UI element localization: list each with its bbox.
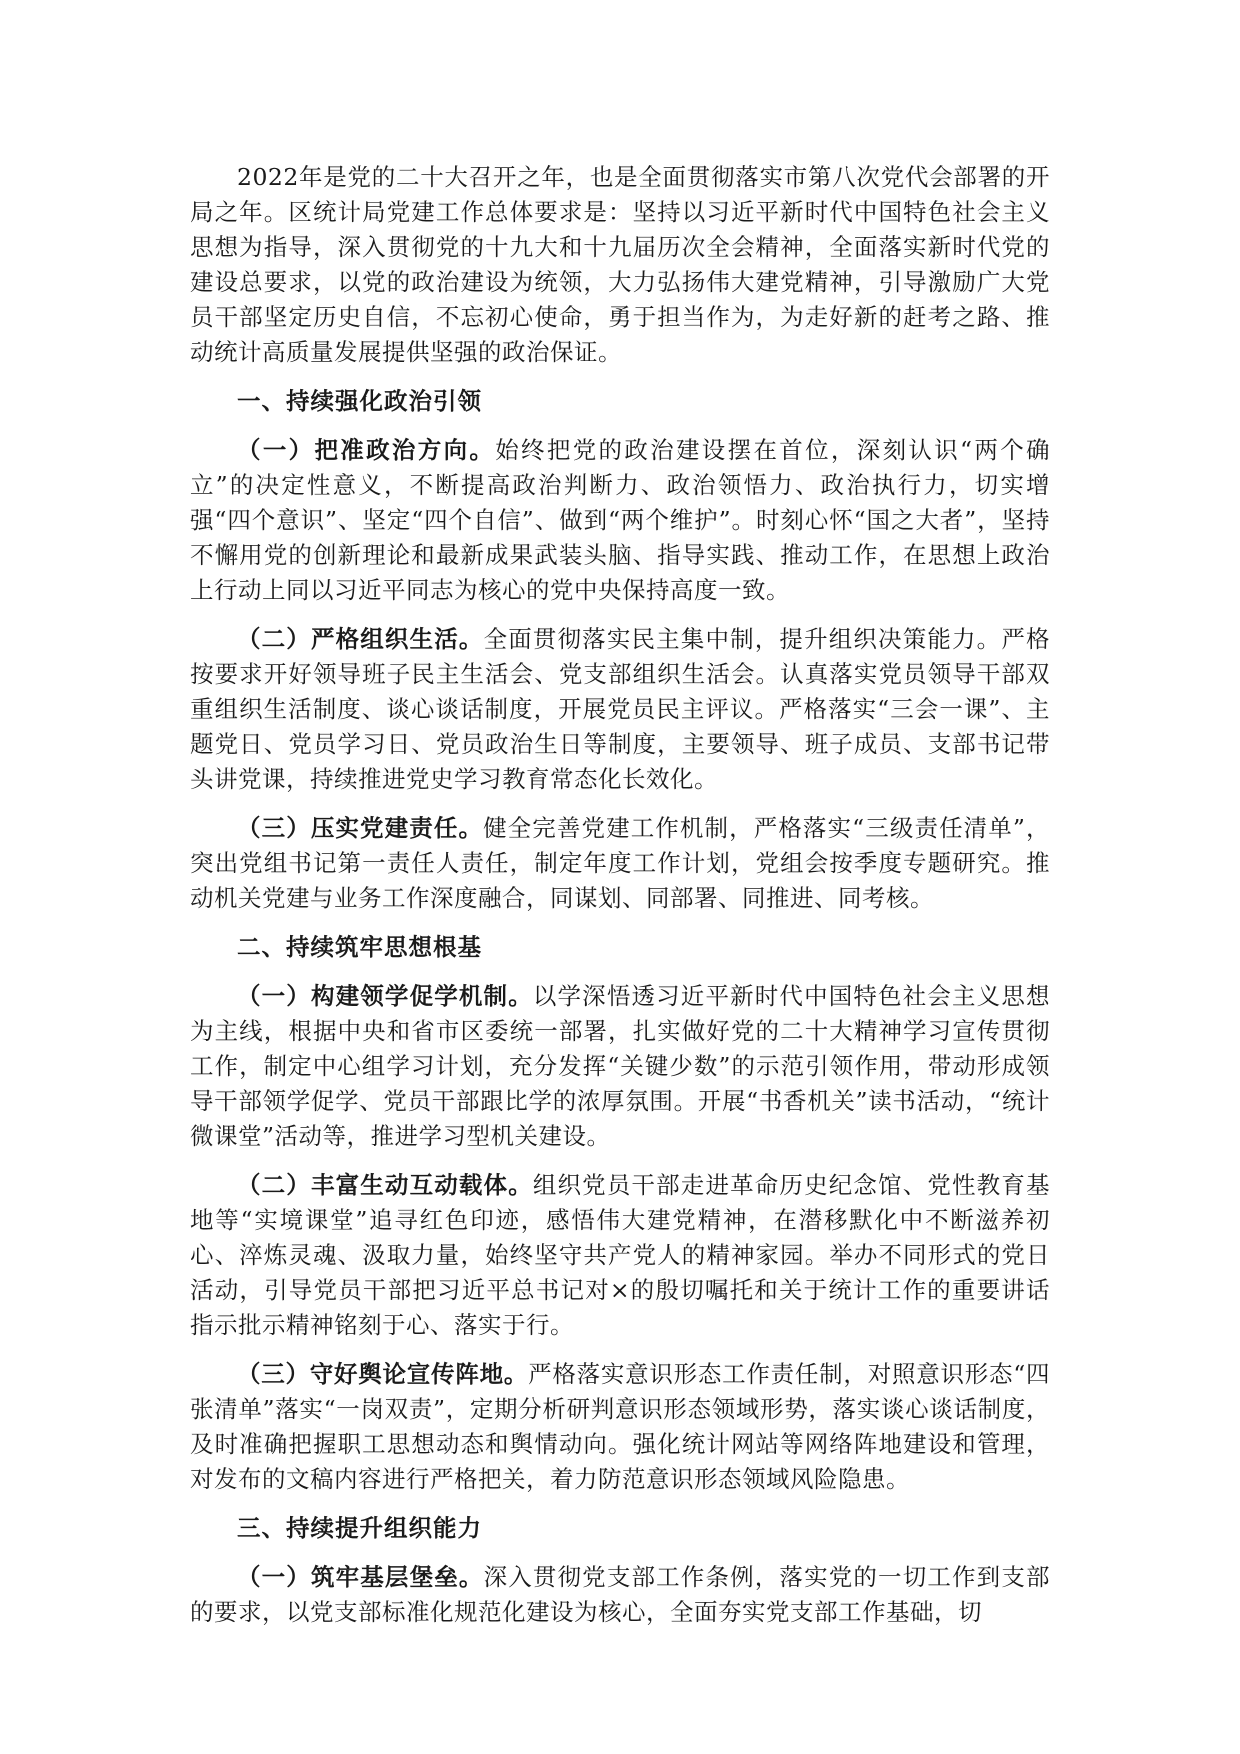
- item-text: 以学深悟透习近平新时代中国特色社会主义思想为主线，根据中央和省市区委统一部署，扎实做好党的二十大精神学习宣传贯彻工作，制定中心组学习计划，充分发挥“关键少数”的示范引领作用，带动形成领导干部领学促学、党员干部跟比学的浓厚氛围。开展“书香机关”读书活动，“统计微课堂”活动等，推进学习型机关建设。: [190, 982, 1050, 1150]
- intro-paragraph: 2022年是党的二十大召开之年，也是全面贯彻落实市第八次党代会部署的开局之年。区统计局党建工作总体要求是：坚持以习近平新时代中国特色社会主义思想为指导，深入贯彻党的十九大和十九届历次全会精神，全面落实新时代党的建设总要求，以党的政治建设为统领，大力弘扬伟大建党精神，引导激励广大党员干部坚定历史自信，不忘初心使命，勇于担当作为，为走好新的赶考之路、推动统计高质量发展提供坚强的政治保证。: [190, 163, 1050, 366]
- item-paragraph: [190, 1357, 1050, 1497]
- item-lead: （二）严格组织生活。: [237, 625, 484, 653]
- item-text: 健全完善党建工作机制，严格落实“三级责任清单”，突出党组书记第一责任人责任，制定年度工作计划，党组会按季度专题研究。推动机关党建与业务工作深度融合，同谋划、同部署、同推进、同考核。: [190, 814, 1051, 912]
- item-lead: （三）压实党建责任。: [237, 814, 484, 842]
- item-lead: （二）丰富生动互动载体。: [237, 1171, 533, 1199]
- item-text: 始终把党的政治建设摆在首位，深刻认识“两个确立”的决定性意义，不断提高政治判断力、政治领悟力、政治执行力，切实增强“四个意识”、坚定“四个自信”、做到“两个维护”。时刻心怀“国之大者”，坚持不懈用党的创新理论和最新成果武装头脑、指导实践、推动工作，在思想上政治上行动上同以习近平同志为核心的党中央保持高度一致。: [190, 436, 1051, 604]
- item-paragraph: [190, 433, 1050, 608]
- item-text: 全面贯彻落实民主集中制，提升组织决策能力。严格按要求开好领导班子民主生活会、党支部组织生活会。认真落实党员领导干部双重组织生活制度、谈心谈话制度，开展党员民主评议。严格落实“三会一课”、主题党日、党员学习日、党员政治生日等制度，主要领导、班子成员、支部书记带头讲党课，持续推进党史学习教育常态化长效化。: [190, 625, 1050, 793]
- item-paragraph: [190, 622, 1050, 797]
- item-lead: （一）筑牢基层堡垒。: [237, 1563, 484, 1591]
- item-paragraph: [190, 811, 1050, 916]
- item-text: 深入贯彻党支部工作条例，落实党的一切工作到支部的要求，以党支部标准化规范化建设为核心，全面夯实党支部工作基础，切: [190, 1563, 1050, 1626]
- section-heading-3: 三、持续提升组织能力: [237, 1514, 482, 1542]
- section-heading-1: 一、持续强化政治引领: [237, 387, 482, 415]
- item-text: 严格落实意识形态工作责任制，对照意识形态“四张清单”落实“一岗双责”，定期分析研判意识形态领域形势，落实谈心谈话制度，及时准确把握职工思想动态和舆情动向。强化统计网站等网络阵地建设和管理，对发布的文稿内容进行严格把关，着力防范意识形态领域风险隐患。: [190, 1360, 1051, 1493]
- document-page: [190, 160, 1050, 1644]
- item-lead: （一）把准政治方向。: [237, 436, 496, 464]
- item-text: 组织党员干部走进革命历史纪念馆、党性教育基地等“实境课堂”追寻红色印迹，感悟伟大建党精神，在潜移默化中不断滋养初心、淬炼灵魂、汲取力量，始终坚守共产党人的精神家园。举办不同形式的党日活动，引导党员干部把习近平总书记对×的殷切嘱托和关于统计工作的重要讲话指示批示精神铭刻于心、落实于行。: [190, 1171, 1050, 1339]
- item-lead: （一）构建领学促学机制。: [237, 982, 533, 1010]
- item-paragraph: [190, 1168, 1050, 1343]
- section-heading-2: 二、持续筑牢思想根基: [237, 933, 482, 961]
- item-paragraph: [190, 979, 1050, 1154]
- item-lead: （三）守好舆论宣传阵地。: [237, 1360, 529, 1388]
- item-paragraph: [190, 1560, 1050, 1630]
